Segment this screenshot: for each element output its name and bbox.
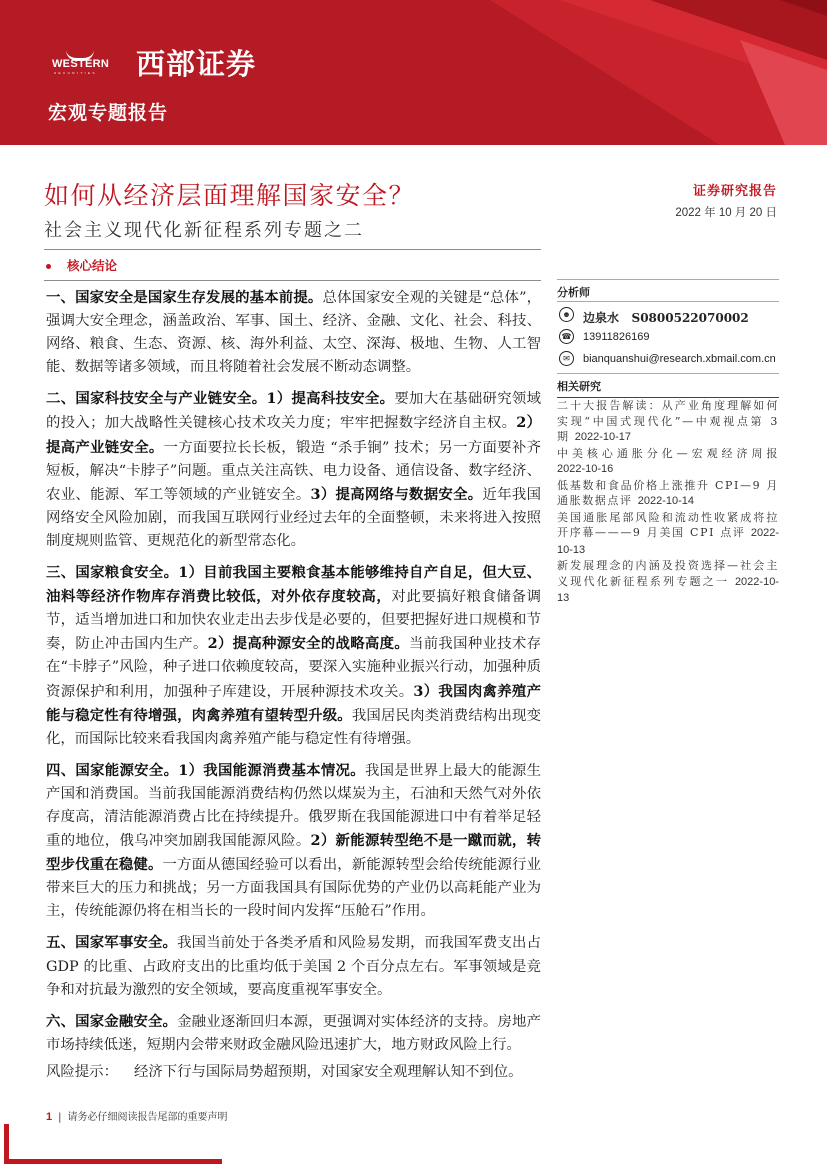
page-subtitle: 社会主义现代化新征程系列专题之二 bbox=[44, 220, 364, 241]
related-title[interactable]: 二十大报告解读：从产业角度理解如何实现“中国式现代化”—中观视点第 3 期 bbox=[557, 399, 779, 443]
related-item[interactable] bbox=[557, 398, 779, 446]
footer-separator: | bbox=[58, 1112, 62, 1123]
related-title[interactable]: 新发展理念的内涵及投资选择—社会主义现代化新征程系列专题之一 bbox=[557, 559, 779, 588]
paragraph-bold: 一、国家安全是国家生存发展的基本前提。 bbox=[46, 289, 323, 306]
corner-decoration bbox=[4, 1159, 222, 1164]
analyst-block bbox=[557, 284, 779, 300]
related-date: 2022-10-13 bbox=[557, 575, 779, 604]
core-label: 核心结论 bbox=[67, 258, 118, 273]
paragraph-text: 一方面要拉长长板，锻造 “杀手锏” 技术；另一方面要补齐短板，解决“卡脖子”问题。重点关注高铁、电力设备、通信设备、数字经济、农业、能源、军工等领域的产业链安全。 bbox=[46, 439, 541, 503]
related-title[interactable]: 中美核心通胀分化—宏观经济周报 bbox=[557, 446, 779, 460]
conclusion-paragraph bbox=[46, 931, 541, 1001]
related-list bbox=[557, 398, 779, 607]
footer-disclaimer: 请务必仔细阅读报告尾部的重要声明 bbox=[67, 1112, 228, 1123]
related-date: 2022-10-14 bbox=[637, 495, 694, 507]
related-title[interactable]: 低基数和食品价格上涨推升 CPI—9 月通胀数据点评 bbox=[557, 478, 779, 507]
bullet-icon bbox=[46, 264, 51, 269]
conclusion-paragraph bbox=[46, 1010, 541, 1057]
paragraph-bold: 四、国家能源安全。1）我国能源消费基本情况。 bbox=[46, 761, 365, 779]
related-heading: 相关研究 bbox=[557, 380, 601, 393]
related-date: 2022-10-13 bbox=[557, 527, 779, 556]
paragraph-bold: 三、国家粮食安全。1）目前我国主要粮食基本能够维持自产自足，但大豆、油料等经济作物库存消费比较低，对外依存度较高， bbox=[46, 564, 541, 606]
related-item[interactable] bbox=[557, 510, 779, 559]
paragraph-bold: 3）我国肉禽养殖产能与稳定性有待增强，肉禽养殖有望转型升级。 bbox=[46, 682, 541, 724]
doc-kind: 证券研究报告 bbox=[692, 184, 777, 199]
corner-decoration bbox=[4, 1124, 9, 1164]
core-conclusion-heading bbox=[46, 256, 117, 274]
paragraph-text: 当前我国种业技术存在“卡脖子”风险，种子进口依赖度较高，要深入实施种业振兴行动，加强种质资源保护和利用，加强种子库建设，开展种源技术攻关。 bbox=[46, 636, 541, 700]
risk-label: 风险提示： bbox=[46, 1064, 118, 1080]
risk-warning bbox=[46, 1060, 523, 1081]
paragraph-text: 对此要搞好粮食储备调节，适当增加进口和加快农业走出去步伐是必要的，但要把握好进口规模和节奏，防止冲击国内生产。 bbox=[46, 589, 541, 653]
core-conclusion-body bbox=[46, 286, 541, 1065]
conclusion-paragraph bbox=[46, 387, 541, 553]
paragraph-text: 我国居民肉类消费结构出现变化，而国际比较来看我国肉禽养殖产能与稳定性有待增强。 bbox=[46, 707, 541, 747]
paragraph-bold: 六、国家金融安全。 bbox=[46, 1012, 178, 1030]
related-item[interactable] bbox=[557, 446, 779, 478]
phone-icon: ☎ bbox=[559, 329, 574, 344]
analyst-heading: 分析师 bbox=[557, 286, 590, 299]
paragraph-bold: 2）提高产业链安全。 bbox=[46, 414, 541, 456]
doc-date: 2022 年 10 月 20 日 bbox=[675, 207, 777, 219]
analyst-phone: 13911826169 bbox=[583, 331, 650, 343]
company-name: 西部证券 bbox=[136, 47, 257, 81]
analyst-email-row bbox=[557, 350, 779, 372]
page-number: 1 bbox=[46, 1111, 53, 1123]
page-title: 如何从经济层面理解国家安全？ bbox=[44, 181, 416, 210]
logo-en-text: WESTERN bbox=[52, 58, 110, 70]
footer bbox=[46, 1108, 228, 1123]
analyst-phone-row bbox=[557, 328, 779, 350]
related-item[interactable] bbox=[557, 478, 779, 510]
paragraph-text: 一方面从德国经验可以看出，新能源转型会给传统能源行业带来巨大的压力和挑战；另一方面我国具有国际优势的产业仍以高耗能产业为主，传统能源仍将在相当长的一段时间内发挥“压舱石”作用。 bbox=[46, 857, 541, 920]
related-title[interactable]: 美国通胀尾部风险和流动性收紧成将拉开序幕———9 月美国 CPI 点评 bbox=[557, 510, 779, 539]
header-banner bbox=[0, 0, 827, 145]
related-date: 2022-10-17 bbox=[574, 431, 631, 443]
conclusion-paragraph bbox=[46, 561, 541, 751]
divider bbox=[557, 279, 779, 280]
paragraph-text: 近年我国网络安全风险加剧，而我国互联网行业经过去年的全面整顿，未来将进入按照制度规则监管、更规范化的新型常态化。 bbox=[46, 486, 541, 549]
related-research bbox=[557, 378, 779, 394]
logo-en-subtext: SECURITIES bbox=[54, 71, 98, 75]
paragraph-bold: 五、国家军事安全。 bbox=[46, 934, 178, 952]
analyst-name: 边泉水 S0800522070002 bbox=[583, 311, 749, 325]
paragraph-bold: 2）提高种源安全的战略高度。 bbox=[207, 635, 410, 653]
western-logo bbox=[52, 50, 108, 74]
risk-text: 经济下行与国际局势超预期，对国家安全观理解认知不到位。 bbox=[133, 1064, 523, 1080]
conclusion-paragraph bbox=[46, 286, 541, 379]
analyst-name-row bbox=[557, 306, 779, 328]
paragraph-text: 金融业逐渐回归本源，更强调对实体经济的支持。房地产市场持续低迷，短期内会带来财政金融风险迅速扩大，地方财政风险上行。 bbox=[46, 1013, 541, 1053]
divider bbox=[44, 249, 541, 250]
paragraph-text: 我国是世界上最大的能源生产国和消费国。当前我国能源消费结构仍然以煤炭为主，石油和天然气对外依存度高，清洁能源消费占比在持续提升。俄罗斯在我国能源进口中有着举足轻重的地位，俄乌冲突加剧我国能源风险。 bbox=[46, 762, 541, 850]
conclusion-paragraph bbox=[46, 759, 541, 924]
paragraph-bold: 二、国家科技安全与产业链安全。1）提高科技安全。 bbox=[46, 390, 395, 408]
paragraph-text: 要加大在基础研究领域的投入；加大战略性关键核心技术攻关力度；牢牢把握数字经济自主权。 bbox=[46, 391, 541, 432]
divider bbox=[44, 280, 541, 281]
paragraph-text: 我国当前处于各类矛盾和风险易发期，而我国军费支出占 GDP 的比重、占政府支出的比重均低于美国 2 个百分点左右。军事领域是竞争和对抗最为激烈的安全领域，要高度重视军事安全。 bbox=[46, 935, 541, 998]
divider bbox=[557, 301, 779, 302]
analyst-contacts bbox=[557, 306, 779, 372]
paragraph-text: 总体国家安全观的关键是“总体”，强调大安全理念，涵盖政治、军事、国土、经济、金融、文化、社会、科技、网络、粮食、生态、资源、核、海外利益、太空、深海、极地、生物、人工智能、数据等诸多领域，而且将随着社会发展不断动态调整。 bbox=[46, 290, 541, 376]
mail-icon: ✉ bbox=[559, 351, 574, 366]
report-type: 宏观专题报告 bbox=[48, 102, 169, 124]
paragraph-bold: 2）新能源转型绝不是一蹴而就，转型步伐重在稳健。 bbox=[46, 832, 541, 874]
paragraph-bold: 3）提高网络与数据安全。 bbox=[310, 485, 483, 503]
divider bbox=[557, 373, 779, 374]
analyst-email[interactable]: bianquanshui@research.xbmail.com.cn bbox=[583, 353, 776, 365]
person-icon: ☻ bbox=[559, 307, 574, 322]
related-date: 2022-10-16 bbox=[557, 463, 614, 475]
related-item[interactable] bbox=[557, 558, 779, 607]
